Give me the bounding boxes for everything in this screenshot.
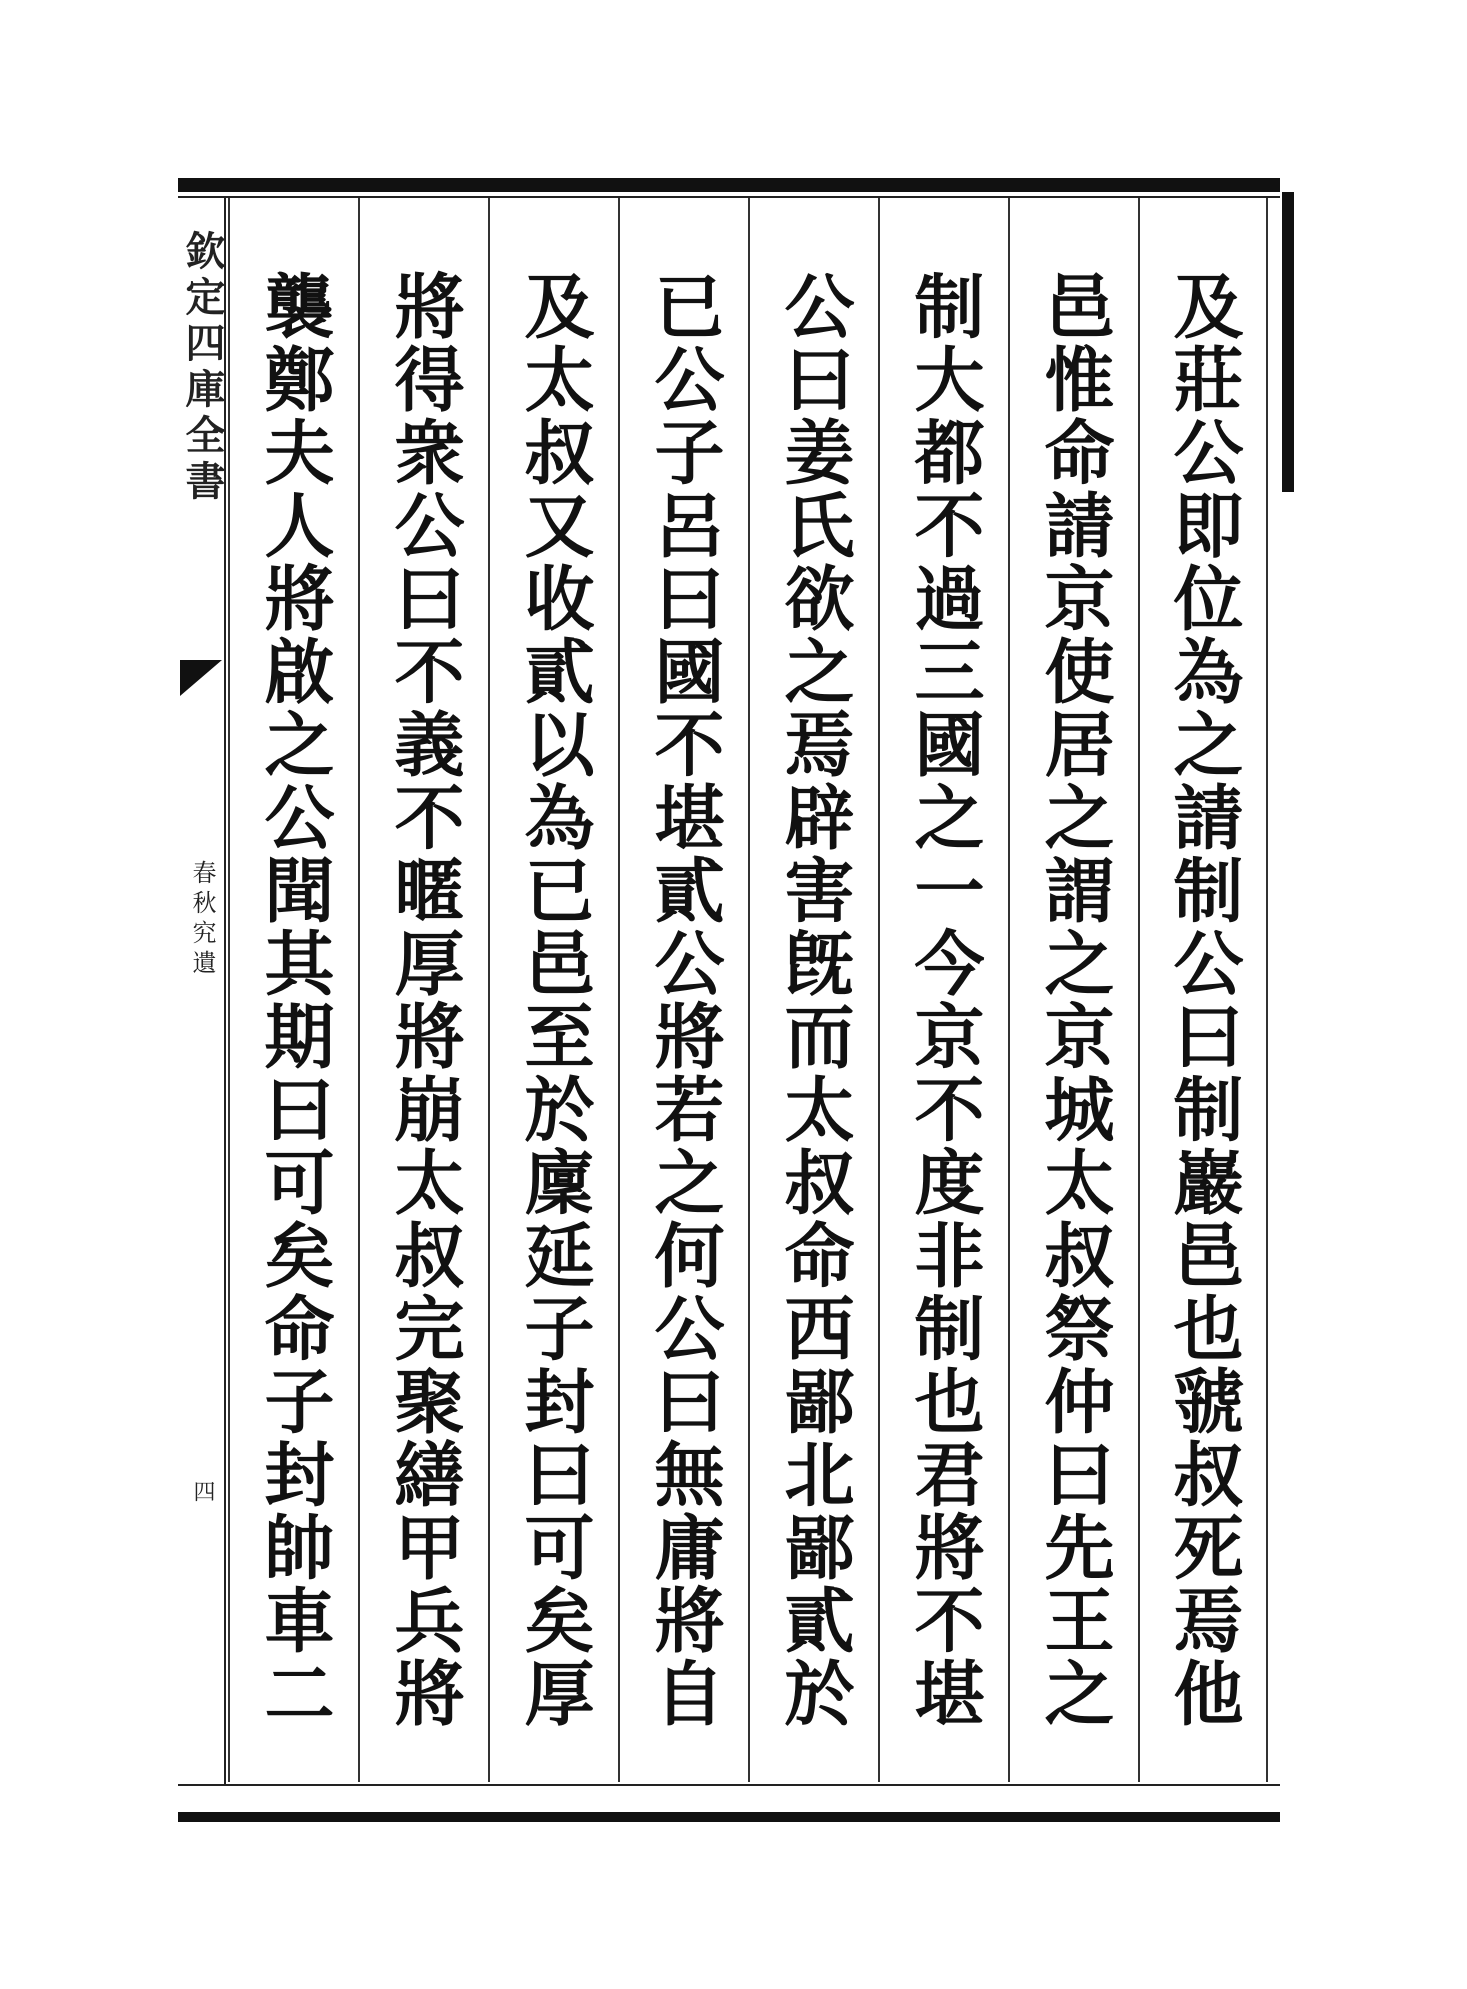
book-title: 欽定四庫全書 <box>179 230 226 506</box>
text-column <box>358 198 488 1782</box>
text-column <box>618 198 748 1782</box>
column-text: 襲鄭夫人將啟之公聞其期曰可矣命子封帥車二 <box>253 270 336 1730</box>
column-text: 已公子呂曰國不堪貳公將若之何公曰無庸將自 <box>643 270 726 1730</box>
text-column <box>878 198 1008 1782</box>
text-column <box>1138 198 1268 1782</box>
column-text: 邑惟命請京使居之謂之京城太叔祭仲曰先王之 <box>1033 270 1116 1730</box>
column-text: 制大都不過三國之一今京不度非制也君將不堪 <box>903 270 986 1730</box>
chapter-title: 春秋究遺 <box>188 860 216 980</box>
text-column <box>748 198 878 1782</box>
text-columns <box>226 198 1268 1782</box>
column-text: 公曰姜氏欲之焉辟害旣而太叔命西鄙北鄙貳於 <box>773 270 856 1730</box>
column-text: 及莊公即位為之請制公曰制巖邑也虢叔死焉他 <box>1162 270 1245 1730</box>
text-column <box>1008 198 1138 1782</box>
page-number: 四 <box>190 1480 215 1502</box>
bottom-rule <box>178 1784 1280 1786</box>
column-text: 將得衆公曰不義不暱厚將崩太叔完聚繕甲兵將 <box>383 270 466 1730</box>
text-column <box>228 198 358 1782</box>
column-text: 及太叔又收貳以為已邑至於廩延子封曰可矣厚 <box>513 270 596 1730</box>
fish-tail-mark <box>180 660 222 696</box>
text-column <box>488 198 618 1782</box>
